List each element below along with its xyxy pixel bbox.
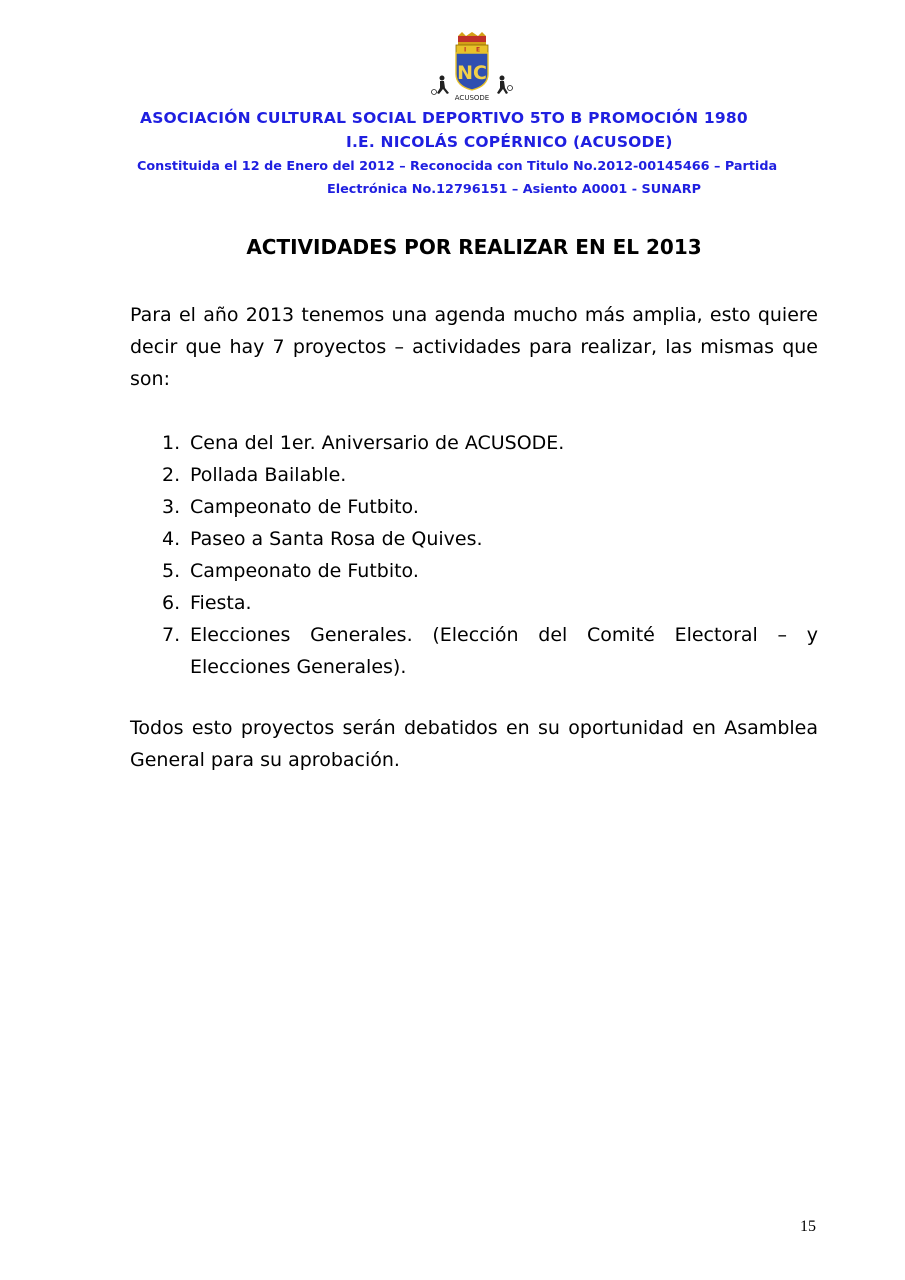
list-item-number: 1. <box>162 432 181 454</box>
svg-text:I: I <box>464 46 467 54</box>
logo-text: ACUSODE <box>454 94 490 102</box>
closing-paragraph: Todos esto proyectos serán debatidos en su oportunidad en Asamblea General para su aprobación. <box>130 717 818 771</box>
player-right-icon <box>497 76 513 95</box>
list-item <box>130 587 818 619</box>
activities-list <box>130 427 818 683</box>
page-title: ACTIVIDADES POR REALIZAR EN EL 2013 <box>246 235 702 259</box>
list-item-text: Cena del 1er. Aniversario de ACUSODE. <box>190 432 565 454</box>
list-item <box>130 619 818 683</box>
crown-icon <box>458 32 486 45</box>
list-item-number: 6. <box>162 592 181 614</box>
list-item-text: Campeonato de Futbito. <box>190 560 419 582</box>
player-left-icon <box>432 76 450 95</box>
list-item-number: 3. <box>162 496 181 518</box>
registration-line-1: Constituida el 12 de Enero del 2012 – Reconocida con Titulo No.2012-00145466 – Partida <box>137 159 778 174</box>
list-item-number: 5. <box>162 560 181 582</box>
list-item-text: Campeonato de Futbito. <box>190 496 419 518</box>
list-item-text: Pollada Bailable. <box>190 464 347 486</box>
page-number: 15 <box>800 1218 816 1235</box>
list-item-text: Elecciones Generales. (Elección del Comité Electoral – y Elecciones Generales). <box>190 624 818 678</box>
list-item-text: Paseo a Santa Rosa de Quives. <box>190 528 483 550</box>
acusode-logo <box>428 32 516 104</box>
list-item <box>130 555 818 587</box>
svg-text:E: E <box>476 46 481 54</box>
intro-paragraph: Para el año 2013 tenemos una agenda mucho más amplia, esto quiere decir que hay 7 proyectos – actividades para realizar, las mismas que son: <box>130 304 818 390</box>
list-item <box>130 523 818 555</box>
list-item <box>130 427 818 459</box>
list-item-number: 2. <box>162 464 181 486</box>
list-item-number: 7. <box>162 624 181 646</box>
registration-line-2: Electrónica No.12796151 – Asiento A0001 - SUNARP <box>327 182 701 197</box>
list-item <box>130 491 818 523</box>
list-item <box>130 459 818 491</box>
list-item-number: 4. <box>162 528 181 550</box>
logo-monogram: NC <box>457 62 487 84</box>
school-name: I.E. NICOLÁS COPÉRNICO (ACUSODE) <box>346 133 673 151</box>
org-name: ASOCIACIÓN CULTURAL SOCIAL DEPORTIVO 5TO B PROMOCIÓN 1980 <box>140 109 748 127</box>
list-item-text: Fiesta. <box>190 592 252 614</box>
